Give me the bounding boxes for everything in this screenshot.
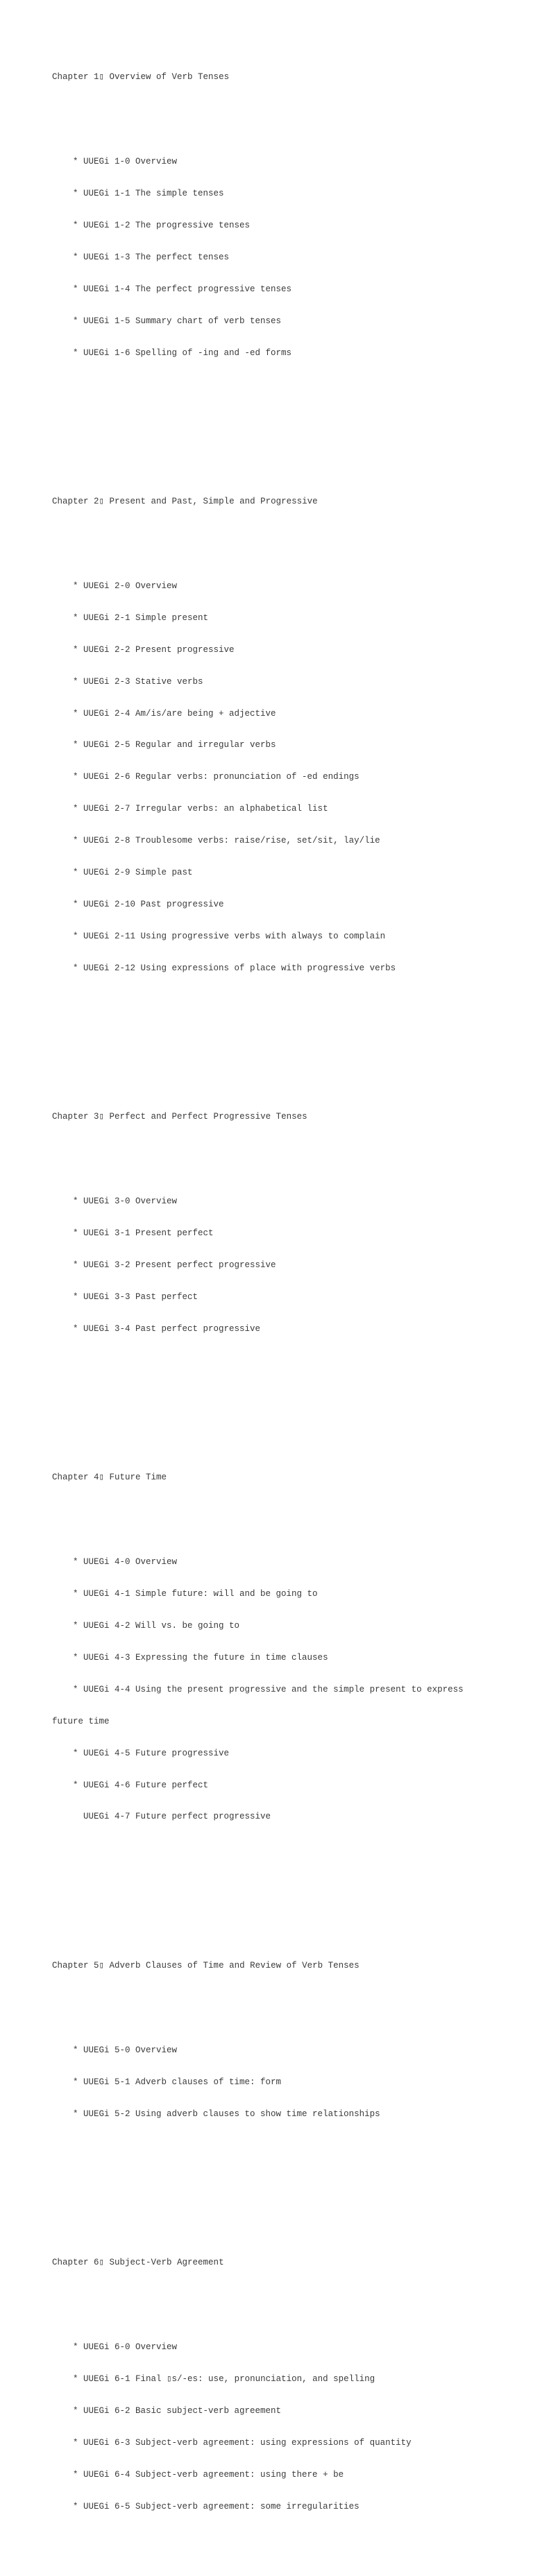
blank-line: [52, 1865, 524, 1875]
chapter-4: [52, 1451, 524, 1896]
list-item: * UUEGi 2-12 Using expressions of place with progressive verbs: [52, 963, 396, 973]
blank-line: [52, 1144, 524, 1154]
list-item: * UUEGi 6-1 Final ▯s/-es: use, pronunciation, and spelling: [52, 2374, 375, 2385]
document-page: [52, 8, 524, 2576]
list-item: * UUEGi 1-3 The perfect tenses: [52, 252, 230, 262]
blank-line: [52, 1377, 524, 1387]
list-item: * UUEGi 4-3 Expressing the future in time clauses: [52, 1653, 328, 1663]
list-item: * UUEGi 6-0 Overview: [52, 2342, 178, 2353]
topic-list: [52, 136, 524, 380]
list-item: * UUEGi 2-9 Simple past: [52, 868, 193, 878]
chapter-6: [52, 2236, 524, 2554]
topic-list: [52, 2024, 524, 2140]
chapter-heading: Chapter 4▯ Future Time: [52, 1472, 167, 1482]
blank-line: [52, 401, 524, 411]
chapter-3: [52, 1090, 524, 1409]
list-item: * UUEGi 5-2 Using adverb clauses to show time relationships: [52, 2109, 380, 2119]
list-item: * UUEGi 4-5 Future progressive: [52, 1748, 230, 1758]
list-item: * UUEGi 2-4 Am/is/are being + adjective: [52, 708, 276, 719]
list-item: * UUEGi 3-4 Past perfect progressive: [52, 1323, 261, 1334]
list-item: * UUEGi 2-8 Troublesome verbs: raise/rise, set/sit, lay/lie: [52, 836, 380, 846]
list-item: * UUEGi 4-4 Using the present progressive and the simple present to express: [52, 1684, 464, 1694]
list-item: * UUEGi 4-6 Future perfect: [52, 1780, 209, 1790]
blank-line: [52, 2162, 524, 2172]
list-item-continuation: future time: [52, 1716, 110, 1726]
list-item: * UUEGi 2-2 Present progressive: [52, 644, 235, 655]
chapter-heading: Chapter 6▯ Subject-Verb Agreement: [52, 2257, 224, 2267]
blank-line: [52, 1504, 524, 1515]
list-item: * UUEGi 2-10 Past progressive: [52, 899, 224, 909]
list-item: * UUEGi 2-7 Irregular verbs: an alphabetical list: [52, 804, 328, 814]
list-item: * UUEGi 4-0 Overview: [52, 1557, 178, 1568]
list-item: * UUEGi 3-0 Overview: [52, 1196, 178, 1207]
topic-list: [52, 2321, 524, 2534]
list-item: * UUEGi 2-6 Regular verbs: pronunciation of -ed endings: [52, 772, 359, 782]
blank-line: [52, 529, 524, 539]
list-item: * UUEGi 2-11 Using progressive verbs with always to complain: [52, 931, 386, 941]
list-item: * UUEGi 5-1 Adverb clauses of time: form: [52, 2077, 282, 2087]
topic-list: [52, 1176, 524, 1356]
list-item: * UUEGi 6-4 Subject-verb agreement: using there + be: [52, 2469, 344, 2480]
topic-list: [52, 560, 524, 995]
list-item: * UUEGi 1-6 Spelling of -ing and -ed forms: [52, 347, 292, 358]
chapter-heading: Chapter 1▯ Overview of Verb Tenses: [52, 71, 230, 82]
list-item: UUEGi 4-7 Future perfect progressive: [52, 1812, 271, 1822]
list-item: * UUEGi 1-0 Overview: [52, 157, 178, 167]
list-item: * UUEGi 2-5 Regular and irregular verbs: [52, 740, 276, 750]
list-item: * UUEGi 2-1 Simple present: [52, 612, 209, 623]
chapter-heading: Chapter 3▯ Perfect and Perfect Progressive Tenses: [52, 1111, 307, 1122]
chapter-heading: Chapter 5▯ Adverb Clauses of Time and Review of Verb Tenses: [52, 1960, 359, 1970]
list-item: * UUEGi 2-3 Stative verbs: [52, 676, 203, 687]
blank-line: [52, 1993, 524, 2003]
list-item: * UUEGi 1-1 The simple tenses: [52, 189, 224, 199]
list-item: * UUEGi 6-5 Subject-verb agreement: some irregularities: [52, 2501, 359, 2511]
chapter-1: [52, 51, 524, 433]
blank-line: [52, 2290, 524, 2300]
list-item: * UUEGi 1-4 The perfect progressive tenses: [52, 284, 292, 294]
blank-line: [52, 1016, 524, 1027]
list-item: * UUEGi 3-2 Present perfect progressive: [52, 1260, 276, 1271]
list-item: * UUEGi 2-0 Overview: [52, 581, 178, 592]
chapter-5: [52, 1939, 524, 2194]
blank-line: [52, 104, 524, 114]
chapter-heading: Chapter 2▯ Present and Past, Simple and Progressive: [52, 496, 318, 506]
topic-list: [52, 1536, 524, 1844]
list-item: * UUEGi 6-3 Subject-verb agreement: using expressions of quantity: [52, 2437, 412, 2448]
list-item: * UUEGi 6-2 Basic subject-verb agreement: [52, 2406, 282, 2416]
list-item: * UUEGi 3-1 Present perfect: [52, 1228, 214, 1239]
list-item: * UUEGi 1-5 Summary chart of verb tenses: [52, 316, 282, 326]
chapter-2: [52, 475, 524, 1048]
list-item: * UUEGi 4-1 Simple future: will and be going to: [52, 1589, 318, 1599]
list-item: * UUEGi 1-2 The progressive tenses: [52, 220, 251, 230]
list-item: * UUEGi 4-2 Will vs. be going to: [52, 1621, 240, 1631]
list-item: * UUEGi 3-3 Past perfect: [52, 1291, 198, 1302]
list-item: * UUEGi 5-0 Overview: [52, 2045, 178, 2055]
